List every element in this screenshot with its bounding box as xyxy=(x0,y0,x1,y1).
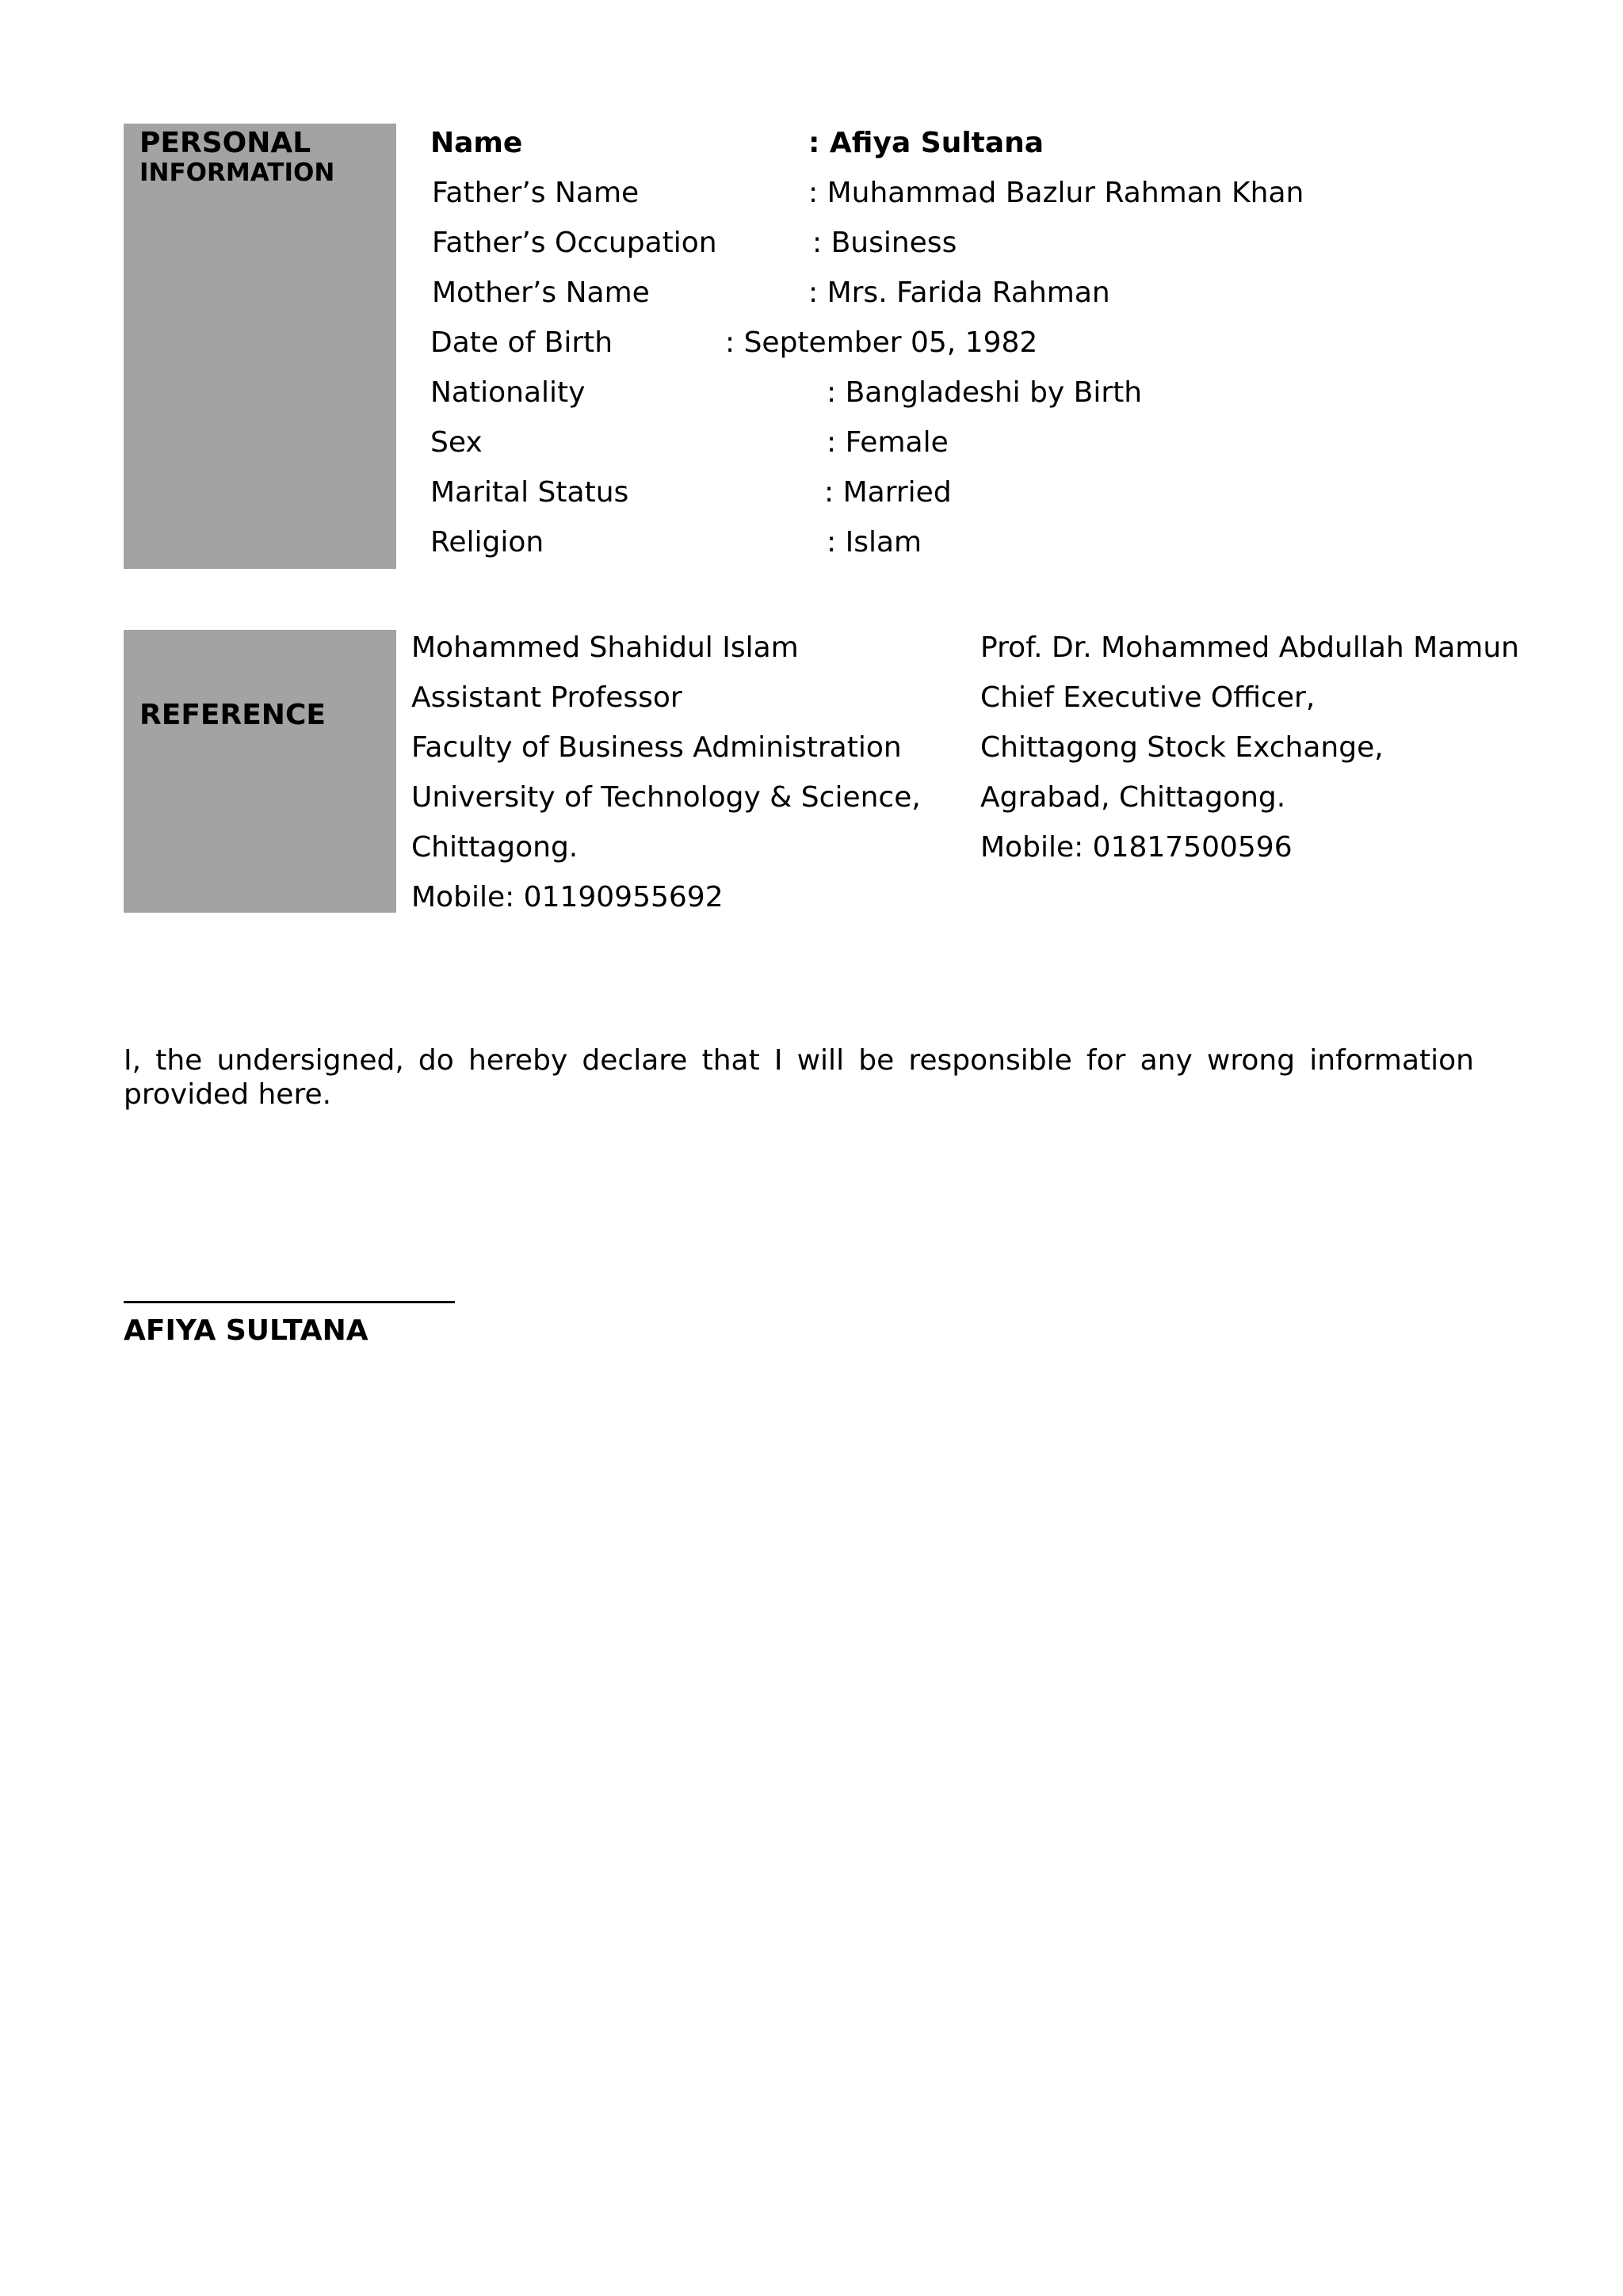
sex-label: Sex xyxy=(430,426,483,459)
fathers-occupation-label: Father’s Occupation xyxy=(432,227,717,259)
referee-1-university: University of Technology & Science, xyxy=(411,781,921,814)
personal-information-sidebar xyxy=(124,124,396,569)
marital-status-label: Marital Status xyxy=(430,476,629,509)
referee-2-organization: Chittagong Stock Exchange, xyxy=(980,731,1384,764)
declaration-text: I, the undersigned, do hereby declare that I will be responsible for any wrong information provided here. xyxy=(124,1044,1474,1111)
reference-title: REFERENCE xyxy=(139,699,326,731)
referee-1-mobile: Mobile: 01190955692 xyxy=(411,881,724,913)
reference-sidebar xyxy=(124,630,396,913)
personal-information-title-line2: INFORMATION xyxy=(139,158,335,187)
marital-status-value: : Married xyxy=(824,476,952,509)
referee-2-mobile: Mobile: 01817500596 xyxy=(980,831,1293,864)
signature-line xyxy=(124,1301,455,1303)
signature-name: AFIYA SULTANA xyxy=(124,1314,369,1347)
sex-value: : Female xyxy=(827,426,949,459)
mothers-name-label: Mother’s Name xyxy=(432,277,650,309)
referee-1-faculty: Faculty of Business Administration xyxy=(411,731,902,764)
referee-2-name: Prof. Dr. Mohammed Abdullah Mamun xyxy=(980,631,1519,664)
nationality-value: : Bangladeshi by Birth xyxy=(827,376,1143,409)
nationality-label: Nationality xyxy=(430,376,586,409)
fathers-occupation-value: : Business xyxy=(812,227,957,259)
religion-label: Religion xyxy=(430,526,544,559)
date-of-birth-label: Date of Birth xyxy=(430,326,613,359)
date-of-birth-value: : September 05, 1982 xyxy=(725,326,1038,359)
mothers-name-value: : Mrs. Farida Rahman xyxy=(808,277,1110,309)
referee-2-title: Chief Executive Officer, xyxy=(980,681,1316,714)
religion-value: : Islam xyxy=(827,526,922,559)
personal-information-title-line1: PERSONAL xyxy=(139,127,311,159)
fathers-name-label: Father’s Name xyxy=(432,177,640,209)
referee-2-address: Agrabad, Chittagong. xyxy=(980,781,1286,814)
fathers-name-value: : Muhammad Bazlur Rahman Khan xyxy=(808,177,1304,209)
referee-1-city: Chittagong. xyxy=(411,831,579,864)
referee-1-title: Assistant Professor xyxy=(411,681,682,714)
referee-1-name: Mohammed Shahidul Islam xyxy=(411,631,799,664)
name-label: Name xyxy=(430,127,523,159)
name-value: : Afiya Sultana xyxy=(808,127,1044,159)
